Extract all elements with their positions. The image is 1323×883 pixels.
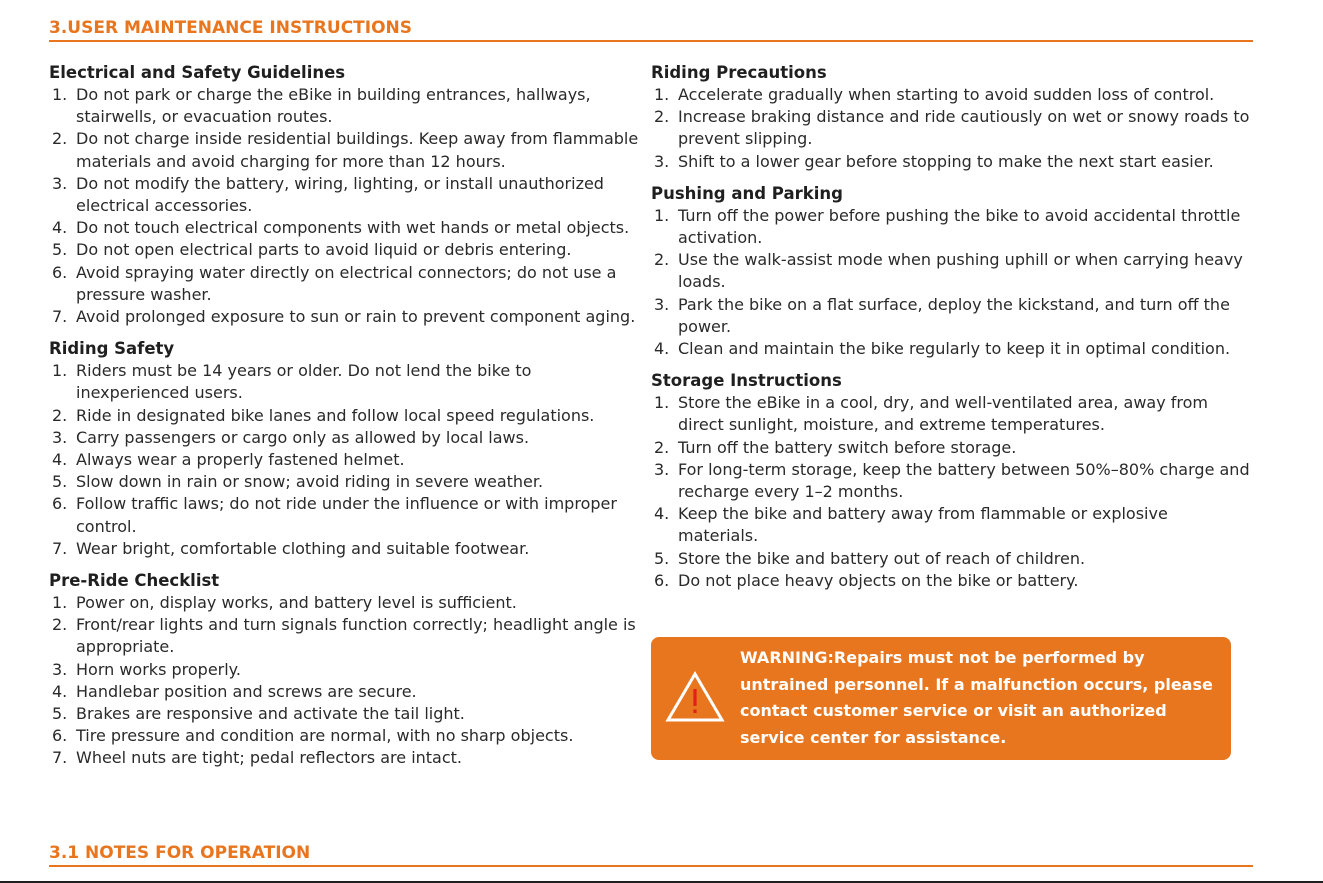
list-item-number: 1. xyxy=(52,85,68,104)
list-item-text: Do not touch electrical components with wet hands or metal objects. xyxy=(76,218,630,238)
list-item xyxy=(651,106,1251,150)
list-item-text: Avoid spraying water directly on electrical connectors; do not use a pressure washer. xyxy=(76,262,617,304)
instruction-list xyxy=(651,84,1251,173)
list-item-number: 6. xyxy=(52,726,68,746)
section-heading: Pre-Ride Checklist xyxy=(49,571,220,591)
list-item-number: 3. xyxy=(654,294,670,314)
list-item-number: 3. xyxy=(52,659,68,679)
list-item xyxy=(49,614,644,658)
list-item-text: Turn off the battery switch before storage. xyxy=(678,437,1017,457)
list-item-text: Riders must be 14 years or older. Do not lend the bike to inexperienced users. xyxy=(76,361,532,403)
section-heading: Riding Precautions xyxy=(651,63,827,82)
warning-box xyxy=(651,637,1231,760)
list-item-text: Do not open electrical parts to avoid liquid or debris entering. xyxy=(76,240,572,260)
list-item xyxy=(49,493,644,537)
list-item-text: Clean and maintain the bike regularly to keep it in optimal condition. xyxy=(678,339,1231,359)
list-item-number: 4. xyxy=(52,218,68,238)
left-column xyxy=(49,62,644,780)
list-item-text: Carry passengers or cargo only as allowed by local laws. xyxy=(76,427,530,447)
instruction-list xyxy=(651,205,1251,360)
list-item-text: Turn off the power before pushing the bike to avoid accidental throttle activation. xyxy=(678,205,1241,248)
list-item-number: 2. xyxy=(52,129,68,149)
list-item-text: Slow down in rain or snow; avoid riding in severe weather. xyxy=(76,472,544,492)
list-item xyxy=(49,592,644,614)
instruction-list xyxy=(49,360,644,560)
list-item-number: 2. xyxy=(52,405,68,425)
list-item xyxy=(49,471,644,493)
section-heading: Riding Safety xyxy=(49,339,175,359)
list-item-text: Use the walk-assist mode when pushing uphill or when carrying heavy loads. xyxy=(678,250,1243,292)
list-item-number: 4. xyxy=(52,450,68,470)
list-item-number: 5. xyxy=(52,240,68,260)
list-item-number: 1. xyxy=(654,205,670,225)
section-title: 3.USER MAINTENANCE INSTRUCTIONS xyxy=(49,18,413,38)
warning-text: WARNING:Repairs must not be performed by untrained personnel. If a malfunction occurs, please contact customer service or visit an authorized service center for assistance. xyxy=(740,648,1213,747)
list-item xyxy=(651,84,1251,106)
list-item-number: 2. xyxy=(52,615,68,635)
list-item-text: Power on, display works, and battery level is sufficient. xyxy=(76,593,517,613)
list-item-text: For long-term storage, keep the battery between 50%–80% charge and recharge every 1–2 months. xyxy=(678,459,1250,502)
section-footer-title: 3.1 NOTES FOR OPERATION xyxy=(49,843,311,863)
list-item-text: Tire pressure and condition are normal, with no sharp objects. xyxy=(76,726,574,746)
list-item-text: Wear bright, comfortable clothing and suitable footwear. xyxy=(76,538,530,558)
list-item xyxy=(651,392,1251,436)
list-item-text: Accelerate gradually when starting to avoid sudden loss of control. xyxy=(678,85,1215,104)
list-item xyxy=(49,405,644,427)
list-item-text: Shift to a lower gear before stopping to make the next start easier. xyxy=(678,151,1214,171)
instruction-list xyxy=(651,392,1251,592)
list-item xyxy=(49,239,644,261)
list-item xyxy=(49,747,644,769)
section-heading: Storage Instructions xyxy=(651,371,842,391)
list-item xyxy=(49,217,644,239)
list-item-number: 4. xyxy=(654,504,670,524)
section-header xyxy=(49,18,1253,42)
list-item xyxy=(651,459,1251,503)
list-item-text: Increase braking distance and ride cautiously on wet or snowy roads to prevent slipping. xyxy=(678,107,1250,149)
list-item-number: 4. xyxy=(654,339,670,359)
list-item-number: 5. xyxy=(52,704,68,724)
list-item xyxy=(651,503,1251,547)
list-item-number: 2. xyxy=(654,107,670,127)
list-item-text: Do not park or charge the eBike in building entrances, hallways, stairwells, or evacuation routes. xyxy=(76,85,591,127)
list-item-text: Wheel nuts are tight; pedal reflectors are intact. xyxy=(76,748,463,768)
list-item-number: 3. xyxy=(654,151,670,171)
list-item xyxy=(49,681,644,703)
list-item xyxy=(49,449,644,471)
list-item xyxy=(651,249,1251,293)
list-item-number: 7. xyxy=(52,307,68,327)
list-item xyxy=(49,703,644,725)
list-item-text: Avoid prolonged exposure to sun or rain to prevent component aging. xyxy=(76,307,636,327)
list-item-text: Keep the bike and battery away from flammable or explosive materials. xyxy=(678,504,1168,546)
list-item-text: Do not modify the battery, wiring, lighting, or install unauthorized electrical accessories. xyxy=(76,173,604,216)
list-item xyxy=(651,338,1251,360)
list-item-number: 1. xyxy=(52,361,68,381)
section-heading: Pushing and Parking xyxy=(651,183,843,203)
list-item-number: 1. xyxy=(654,85,670,104)
list-item xyxy=(49,659,644,681)
list-item-text: Front/rear lights and turn signals function correctly; headlight angle is appropriate. xyxy=(76,615,636,657)
list-item-number: 2. xyxy=(654,437,670,457)
list-item-number: 3. xyxy=(52,173,68,193)
list-item-text: Park the bike on a flat surface, deploy the kickstand, and turn off the power. xyxy=(678,294,1230,336)
list-item xyxy=(49,538,644,560)
list-item xyxy=(651,548,1251,570)
list-item-number: 6. xyxy=(654,570,670,590)
list-item xyxy=(49,427,644,449)
list-item-text: Ride in designated bike lanes and follow local speed regulations. xyxy=(76,405,595,425)
right-column xyxy=(651,62,1251,602)
list-item xyxy=(49,262,644,306)
list-item xyxy=(49,173,644,217)
list-item-text: Always wear a properly fastened helmet. xyxy=(76,450,405,470)
list-item-number: 3. xyxy=(654,459,670,479)
list-item xyxy=(651,570,1251,592)
list-item xyxy=(651,205,1251,249)
list-item-number: 6. xyxy=(52,262,68,282)
list-item xyxy=(651,437,1251,459)
instruction-list xyxy=(49,592,644,770)
section-heading: Electrical and Safety Guidelines xyxy=(49,63,346,82)
list-item-text: Handlebar position and screws are secure. xyxy=(76,681,417,701)
list-item-number: 7. xyxy=(52,748,68,768)
list-item xyxy=(49,725,644,747)
list-item-text: Store the eBike in a cool, dry, and well-ventilated area, away from direct sunlight, moisture, and extreme temperatures. xyxy=(678,393,1209,435)
list-item xyxy=(651,151,1251,173)
list-item-number: 5. xyxy=(654,548,670,568)
list-item-number: 3. xyxy=(52,427,68,447)
list-item-text: Brakes are responsive and activate the tail light. xyxy=(76,704,465,724)
list-item-text: Do not place heavy objects on the bike or battery. xyxy=(678,570,1079,590)
list-item-text: Follow traffic laws; do not ride under the influence or with improper control. xyxy=(76,494,617,536)
warning-triangle-icon xyxy=(665,671,725,723)
list-item xyxy=(49,84,644,128)
list-item-number: 7. xyxy=(52,538,68,558)
list-item xyxy=(49,128,644,172)
list-item-text: Horn works properly. xyxy=(76,659,241,679)
list-item xyxy=(651,294,1251,338)
list-item-number: 1. xyxy=(654,393,670,413)
list-item-text: Store the bike and battery out of reach of children. xyxy=(678,548,1086,568)
section-footer-header xyxy=(49,843,1253,867)
instruction-list xyxy=(49,84,644,328)
list-item-number: 4. xyxy=(52,681,68,701)
list-item-number: 1. xyxy=(52,593,68,613)
list-item-number: 2. xyxy=(654,250,670,270)
list-item xyxy=(49,306,644,328)
list-item-number: 6. xyxy=(52,494,68,514)
list-item-number: 5. xyxy=(52,472,68,492)
list-item-text: Do not charge inside residential buildings. Keep away from flammable materials and avoid charging for more than 12 hours. xyxy=(76,129,639,171)
list-item xyxy=(49,360,644,404)
